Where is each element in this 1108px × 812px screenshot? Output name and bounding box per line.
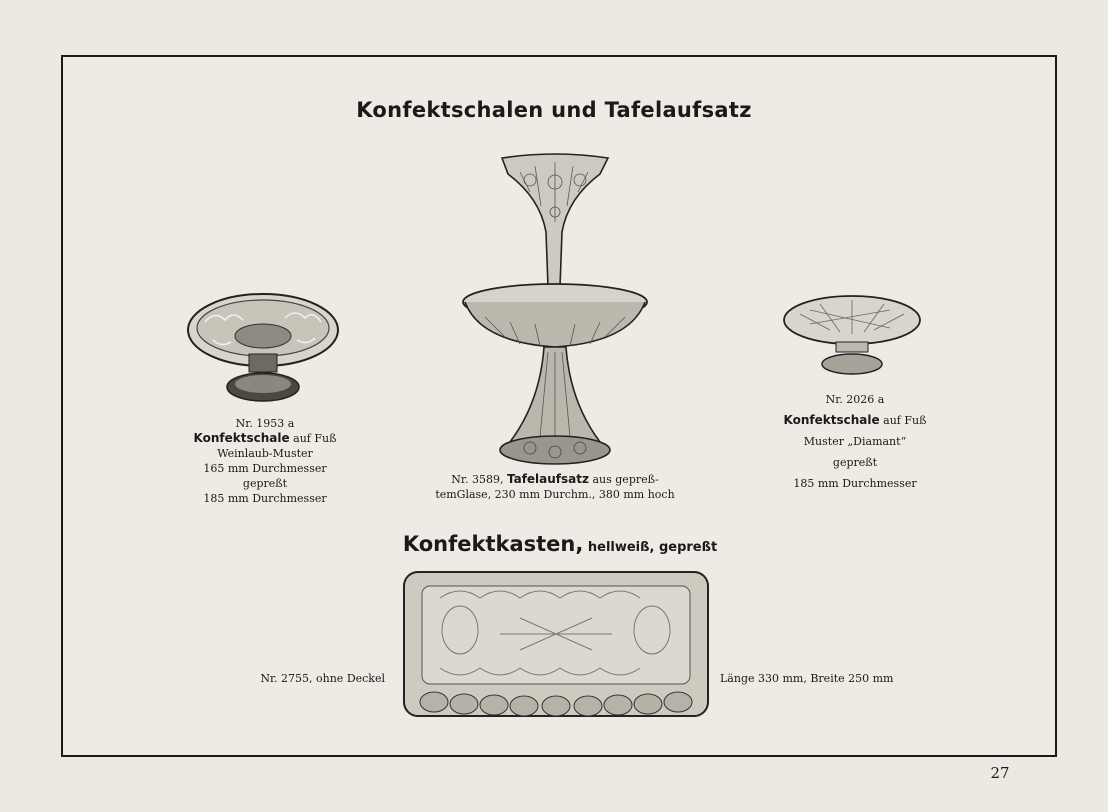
item-line-1 (430, 472, 680, 487)
item-size: 185 mm Durchmesser (793, 477, 917, 490)
item-pattern: Muster „Diamant“ (803, 435, 907, 448)
item-name: Konfektschale (783, 413, 880, 427)
box-title-suffix: hellweiß, gepreßt (583, 540, 718, 555)
box-heading (300, 532, 820, 556)
item-name: Konfektschale (193, 431, 290, 445)
item-desc-1: aus gepreß- (588, 473, 659, 486)
page-number: 27 (990, 764, 1010, 782)
item-name-line (150, 431, 380, 446)
item-desc-2: temGlase, 230 mm Durchm., 380 mm hoch (435, 488, 675, 501)
item-name-line (740, 413, 970, 428)
item-process: gepreßt (242, 477, 288, 490)
box-number: Nr. 2755, ohne Deckel (260, 672, 385, 685)
item-number: Nr. 3589, (451, 473, 507, 486)
tafelaufsatz-3589-illustration (460, 152, 650, 467)
bowl-2026a-illustration (780, 294, 925, 379)
bowl-1953a-illustration (185, 292, 345, 407)
item-size-1: 165 mm Durchmesser (203, 462, 327, 475)
page-title: Konfektschalen und Tafelaufsatz (356, 98, 752, 122)
item-size-2: 185 mm Durchmesser (203, 492, 327, 505)
caption-item-1953a (150, 416, 380, 506)
item-name: Tafelaufsatz (506, 472, 589, 486)
caption-item-2026a (740, 392, 970, 497)
box-dimensions: Länge 330 mm, Breite 250 mm (720, 672, 894, 685)
caption-item-3589 (430, 472, 680, 502)
konfektkasten-2755-illustration (400, 568, 712, 720)
item-name-suffix: auf Fuß (289, 432, 337, 445)
item-number: Nr. 1953 a (235, 417, 295, 430)
box-title: Konfektkasten, (402, 532, 584, 556)
item-name-suffix: auf Fuß (879, 414, 927, 427)
item-process: gepreßt (832, 456, 878, 469)
item-number: Nr. 2026 a (825, 393, 885, 406)
item-pattern: Weinlaub-Muster (217, 447, 313, 460)
